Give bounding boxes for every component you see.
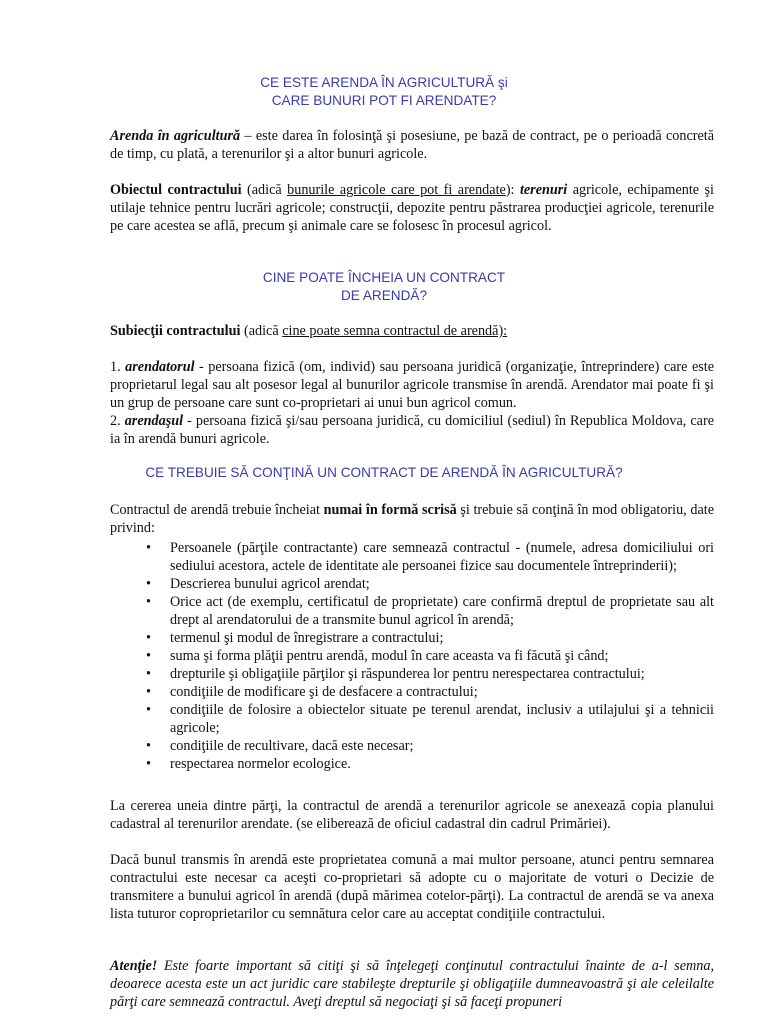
text-fragment: (adică bbox=[241, 182, 288, 198]
term-lease: Arenda în agricultură bbox=[110, 128, 241, 144]
heading-line: CE ESTE ARENDA ÎN AGRICULTURĂ şi bbox=[260, 75, 508, 90]
heading-line: CE TREBUIE SĂ CONŢINĂ UN CONTRACT DE ARENDĂ ÎN AGRICULTURĂ? bbox=[145, 465, 623, 480]
list-item: • Persoanele (părţile contractante) care semnează contractul - (numele, adresa domiciliului ori sediului acestora, actele de identitate ale persoanei fizice sau documentele întreprinderii); bbox=[110, 539, 714, 575]
paragraph-attention bbox=[110, 957, 714, 1011]
text-fragment: agricole, echipamente şi utilaje tehnice pentru lucrări agricole; construcţii, depozite pentru păstrarea producţiei agricole, terenurile pe care acestea se află, precum şi animale care se folosesc în procesul agricol. bbox=[110, 182, 714, 234]
attention-label: Atenţie! bbox=[110, 958, 158, 974]
list-number: 2. bbox=[110, 413, 125, 429]
term-lessor: arendatorul bbox=[125, 359, 195, 375]
heading-line: CINE POATE ÎNCHEIA UN CONTRACT bbox=[262, 270, 506, 285]
list-item: • condiţiile de recultivare, dacă este necesar; bbox=[110, 737, 714, 755]
paragraph-contract-object bbox=[110, 181, 714, 235]
list-item: • condiţiile de modificare şi de desfacere a contractului; bbox=[110, 683, 714, 701]
list-number: 1. bbox=[110, 359, 126, 375]
list-item: • condiţiile de folosire a obiectelor situate pe terenul arendat, inclusiv a utilajului şi a tehnicii agricole; bbox=[110, 701, 714, 737]
term-subjects: Subiecţii contractului bbox=[110, 323, 241, 339]
heading-who-can-sign bbox=[0, 269, 768, 305]
term-lands: terenuri bbox=[519, 182, 568, 198]
required-data-list bbox=[110, 539, 714, 773]
paragraph-cadastral-plan: La cererea uneia dintre părţi, la contractul de arendă a terenurilor agricole se anexează copia planului cadastral al terenurilor arendate. (se eliberează de oficiul cadastral din cadrul Primăriei). bbox=[110, 798, 714, 832]
attention-text: Este foarte important să citiţi şi să înţelegeţi conţinutul contractului înainte de a-l semna, deoarece acesta este un act juridic care stabileşte drepturile şi obligaţiile dumneavoastră şi ale celeilalte părţi care semnează contractul. Aveţi dreptul să negociaţi şi să faceţi propuneri bbox=[110, 958, 714, 1010]
text-fragment: Contractul de arendă trebuie încheiat bbox=[110, 502, 324, 518]
text-fragment: - persoana fizică (om, individ) sau persoana juridică (organizaţie, întreprindere) care este proprietarul legal sau alt posesor legal al bunurilor agricole transmise în arendă. Arendator mai poate fi şi un grup de persoane care sunt co-proprietari ai unui bun agricol comun. bbox=[110, 359, 715, 411]
list-item: • drepturile şi obligaţiile părţilor şi răspunderea lor pentru nerespectarea contractului; bbox=[110, 665, 714, 683]
paragraph-definition bbox=[110, 127, 714, 163]
text-fragment: (adică bbox=[240, 323, 283, 339]
bold-written-form: numai în formă scrisă bbox=[323, 502, 457, 518]
paragraph-common-property: Dacă bunul transmis în arendă este proprietatea comună a mai multor persoane, atunci pentru semnarea contractului este necesar ca aceşti co-proprietari să adopte cu o majoritate de voturi o Decizie de transmitere a bunului agricol în arendă (după mărimea cotelor-părţi). La contractul de arendă se va anexa lista tuturor coproprietarilor cu semnătura celor care au acceptat condiţiile contractului. bbox=[110, 852, 714, 922]
heading-line: CARE BUNURI POT FI ARENDATE? bbox=[271, 93, 497, 108]
paragraph-parties bbox=[110, 358, 714, 448]
list-item: • Descrierea bunului agricol arendat; bbox=[110, 575, 714, 593]
paragraph-contract-form bbox=[110, 501, 714, 537]
definition-text: – este darea în folosinţă şi posesiune, pe bază de contract, pe o perioadă concretă de timp, cu plată, a terenurilor şi a altor bunuri agricole. bbox=[110, 128, 715, 162]
term-contract-object: Obiectul contractului bbox=[110, 182, 242, 198]
underlined-text: cine poate semna contractul de arendă): bbox=[282, 323, 508, 339]
heading-line: DE ARENDĂ? bbox=[340, 288, 428, 303]
text-fragment: - persoana fizică şi/sau persoana juridică, cu domiciliul (sediul) în Republica Moldova, care ia în arendă bunuri agricole. bbox=[110, 413, 714, 447]
term-lessee: arendaşul bbox=[124, 413, 184, 429]
paragraph-subjects bbox=[110, 322, 714, 340]
list-item: • Orice act (de exemplu, certificatul de proprietate) care confirmă dreptul de proprietate sau alt drept al arendatorului de a transmite bunul agricol în arendă; bbox=[110, 593, 714, 629]
list-item: • termenul şi modul de înregistrare a contractului; bbox=[110, 629, 714, 647]
list-item: • respectarea normelor ecologice. bbox=[110, 755, 714, 773]
text-fragment: ): bbox=[505, 182, 520, 198]
list-item: • suma şi forma plăţii pentru arendă, modul în care aceasta va fi făcută şi când; bbox=[110, 647, 714, 665]
heading-what-is-lease bbox=[0, 74, 768, 110]
underlined-text: bunurile agricole care pot fi arendate bbox=[287, 182, 506, 198]
heading-contract-content bbox=[0, 464, 768, 482]
text-fragment: şi trebuie să conţină în mod obligatoriu, date privind: bbox=[110, 502, 714, 536]
